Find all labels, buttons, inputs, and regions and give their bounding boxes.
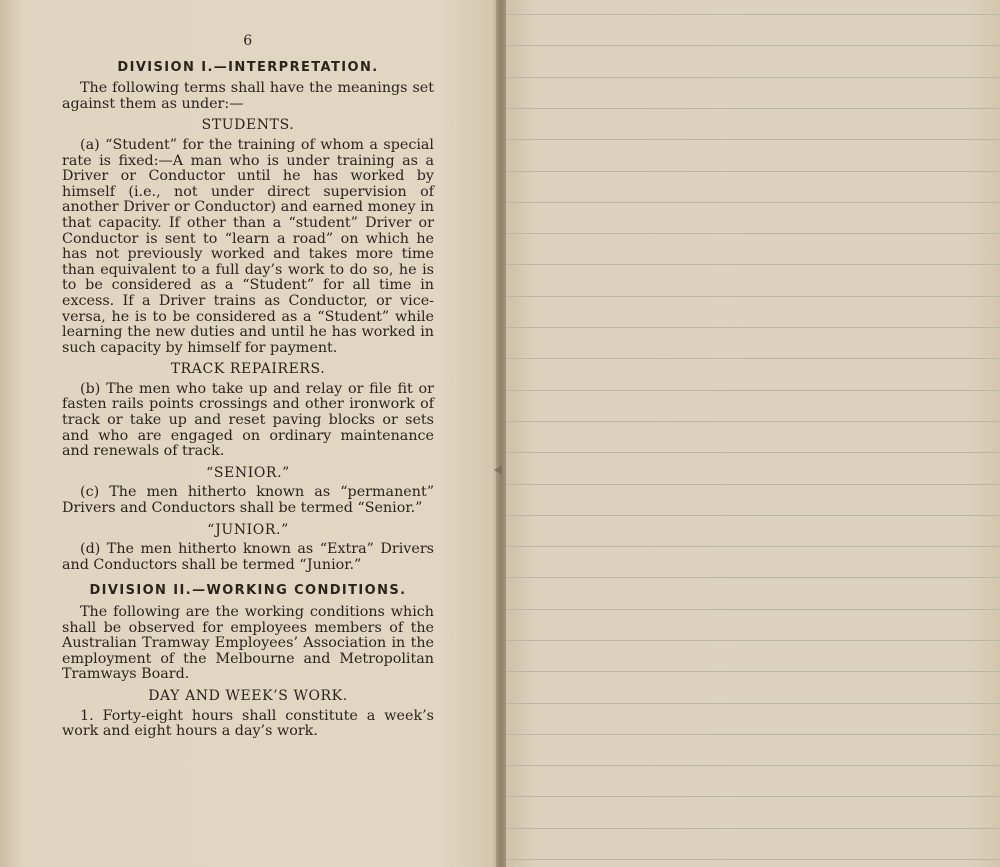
- ruled-line: [506, 14, 1000, 15]
- spacer: [62, 573, 434, 583]
- ruled-line: [506, 703, 1000, 704]
- division-1-intro: The following terms shall have the meanings set against them as under:—: [62, 80, 434, 112]
- day-week-work-clause: 1. Forty-eight hours shall constitute a week’s work and eight hours a day’s work.: [62, 707, 434, 740]
- ruled-line: [506, 609, 1000, 610]
- senior-heading: “SENIOR.”: [206, 464, 290, 481]
- ruled-line: [506, 859, 1000, 860]
- ruled-line: [506, 484, 1000, 485]
- track-repairers-definition: (b) The men who take up and relay or file fit or fasten rails points crossings and other ironwork of track or take up and reset paving blocks or sets and who are engaged on ordinary maintenance and renewals of track.: [62, 380, 434, 460]
- students-heading: STUDENTS.: [201, 117, 295, 134]
- ruled-line: [506, 264, 1000, 265]
- division-2-intro: The following are the working conditions which shall be observed for employees members of the Australian Tramway Employees’ Association in the employment of the Melbourne and Metropolitan Tramways Board.: [62, 604, 434, 683]
- track-repairers-heading: TRACK REPAIRERS.: [170, 361, 326, 378]
- students-definition: (a) “Student” for the training of whom a special rate is fixed:—A man who is under training as a Driver or Conductor until he has worked by himself (i.e., not under direct supervision of another Driver or Conductor) and earned money in that capacity. If other than a “student” Driver or Conductor is sent to “learn a road” on which he has not previously worked and takes more time than equivalent to a full day’s work to do so, he is to be considered as a “Student” for all time in excess. If a Driver trains as Conductor, or vice-versa, he is to be considered as a “Student” while learning the new duties and until he has worked in such capacity by himself for payment.: [62, 136, 434, 356]
- ruled-line: [506, 452, 1000, 453]
- ruled-line: [506, 390, 1000, 391]
- senior-definition: (c) The men hitherto known as “permanent” Drivers and Conductors shall be termed “Senior.”: [62, 484, 434, 517]
- ruled-line: [506, 45, 1000, 46]
- ruled-line: [506, 577, 1000, 578]
- ruled-line: [506, 202, 1000, 203]
- ruled-line: [506, 421, 1000, 422]
- day-week-work-heading: DAY AND WEEK’S WORK.: [148, 687, 348, 704]
- ruled-line: [506, 233, 1000, 234]
- ruled-line: [506, 77, 1000, 78]
- ruled-line: [506, 139, 1000, 140]
- ruled-line: [506, 671, 1000, 672]
- ruled-line: [506, 546, 1000, 547]
- ruled-line: [506, 515, 1000, 516]
- ruled-line: [506, 108, 1000, 109]
- book-gutter: [496, 0, 506, 867]
- division-2-heading: DIVISION II.—WORKING CONDITIONS.: [89, 583, 407, 599]
- ruled-line: [506, 327, 1000, 328]
- ruled-line: [506, 640, 1000, 641]
- ruled-line: [506, 828, 1000, 829]
- ruled-line: [506, 171, 1000, 172]
- junior-definition: (d) The men hitherto known as “Extra” Drivers and Conductors shall be termed “Junior.”: [62, 541, 434, 573]
- ruled-line: [506, 765, 1000, 766]
- ruled-lines: [506, 0, 1000, 867]
- text-column: [62, 34, 434, 740]
- division-1-heading: DIVISION I.—INTERPRETATION.: [117, 59, 379, 75]
- ruled-line: [506, 734, 1000, 735]
- staple-mark: [494, 465, 502, 475]
- junior-heading: “JUNIOR.”: [207, 521, 289, 538]
- page-number: 6: [243, 33, 253, 49]
- ruled-line: [506, 358, 1000, 359]
- ruled-line: [506, 296, 1000, 297]
- ruled-line: [506, 796, 1000, 797]
